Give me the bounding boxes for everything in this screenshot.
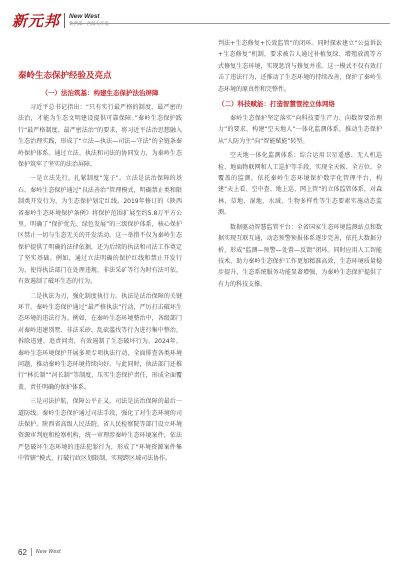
paragraph: 三是司法护航，保障公平正义。司法是法治保障的最后一道防线。秦岭生态保护通过司法手段，强化了对生态环境的司法保护。陕西省高级人民法院、省人民检察院等部门设立环境资源审判庭和检察机构，统一审理涉秦岭生态环境案件，依法严惩破坏生态环境的违法犯罪行为，形成了“环境资源案件集中管辖”模式，打破行政区划限制，实现跨区域司法协作。 [18,398,182,463]
section-heading-1: （一）法治筑基：构建生态保护法治屏障 [41,89,159,97]
paragraph: 空天地一体化监测体系：综合运用卫星遥感、无人机巡检、地面物联网和人工巡护等手段，实现全天候、全方位、全覆盖的监测。依托秦岭生态环境保护数字化管理平台，构建“天上看、空中查、地上巡、网上管”的立体监管体系，对森林、草地、湿地、水域、生物多样性等生态要素实施动态监测。 [218,152,382,217]
paragraph: 二是执法为刃，强化制度执行力。执法是法治保障的关键环节。秦岭生态保护通过“最严格执法”行动，严厉打击破坏生态环境的违法行为。例如，在秦岭生态环境整治中，各级部门对秦岭违建别墅、非法采砂、乱砍滥伐等行为进行集中整治，拆除违建、追责问责，有效遏制了生态破坏行为。2024年，秦岭生态环境保护开展多项专项执法行动，全面排查各类环境问题，推动秦岭生态环境持续向好。与此同时，执法部门还推行“林长制”“河长制”等制度，压实生态保护责任，形成全面覆盖、责任明确的保护体系。 [18,292,182,391]
paragraph-continued: 判法+生态修复+长效监管”的闭环。同时探索建立“公益诉讼+生态修复”机制，要求被告人通过补植复绿、增殖放流等方式修复生态环境，实现惩罚与修复并重。这一模式不仅有效打击了违法行为，还推动了生态环境的持续改善，保护了秦岭生态环境的原真性和完整性。 [218,40,382,93]
section-heading-2: （二）科技赋能：打造智慧管控立体网络 [218,100,335,109]
logo-chinese: 新元邦 [12,11,61,30]
header-rule [70,23,390,24]
left-column [18,70,182,468]
logo-divider [64,13,65,28]
logo-subtitle: 新西部 · 西部大开发 [69,21,110,26]
paragraph: 一是立法先行，扎紧制度“笼子”。立法是法治保障的基石。秦岭生态保护通过“良法善治”管理模式，明确禁止类和限制类开发行为，为生态保护划定红线。2019年修订的《陕西省秦岭生态环境保护条例》将保护范围扩展至约5.8万平方公里，明确了“保护优先、绿色发展”的三级保护体系，核心保护区禁止一切与生态无关的开发活动。这一举措不仅为秦岭生态保护提供了明确的法律依据，还为后续的执法和司法工作奠定了坚实基础。例如，通过立法明确的保护红线和禁止开发行为，使得执法部门在处理违规、非法采矿等行为时有法可依，有效遏制了破坏生态的行为。 [18,175,182,286]
paragraph: 秦岭生态保护坚定落实“向科技要生产力、向数智要治理力”的要求，构建“空天地人”一体化监测体系，推动生态保护从“人防为主”向“智能赋能”转型。 [218,115,382,145]
footer-brand: New West [35,549,61,555]
page-footer [18,546,61,558]
paragraph: 数据驱动智慧监管平台：全省国家生态环境监测站点和数据实现互联互通，动态预警预报体系逐步完善，依托大数据分析，形成“监测—预警—处置—反馈”闭环。同时应用人工智能技术，助力秦岭生态保护工作更加精准高效，生态环境质量稳步提升，生态系统服务功能显著增强，为秦岭生态保护提供了有力的科技支撑。 [218,223,382,288]
logo-english: New West [69,13,100,20]
footer-divider [31,548,32,556]
article-title: 秦岭生态保护经验及亮点 [18,71,112,81]
logo-english-block [69,13,109,27]
magazine-logo [12,10,109,30]
paragraph: 习近平总书记指出：“只有实行最严格的制度、最严密的法治，才能为生态文明建设提供可靠保障。”秦岭生态保护践行“最严格制度、最严密法治”的要求，将习近平法治思想融入生态治理实践，形成了“立法—执法—司法—守法”的全链条秦岭保护体系。通过立法、执法和司法的协同发力，为秦岭生态保护筑牢了坚实的法治屏障。 [18,104,182,169]
right-column [218,38,382,293]
page-number: 62 [18,547,27,557]
page-header [0,0,402,40]
